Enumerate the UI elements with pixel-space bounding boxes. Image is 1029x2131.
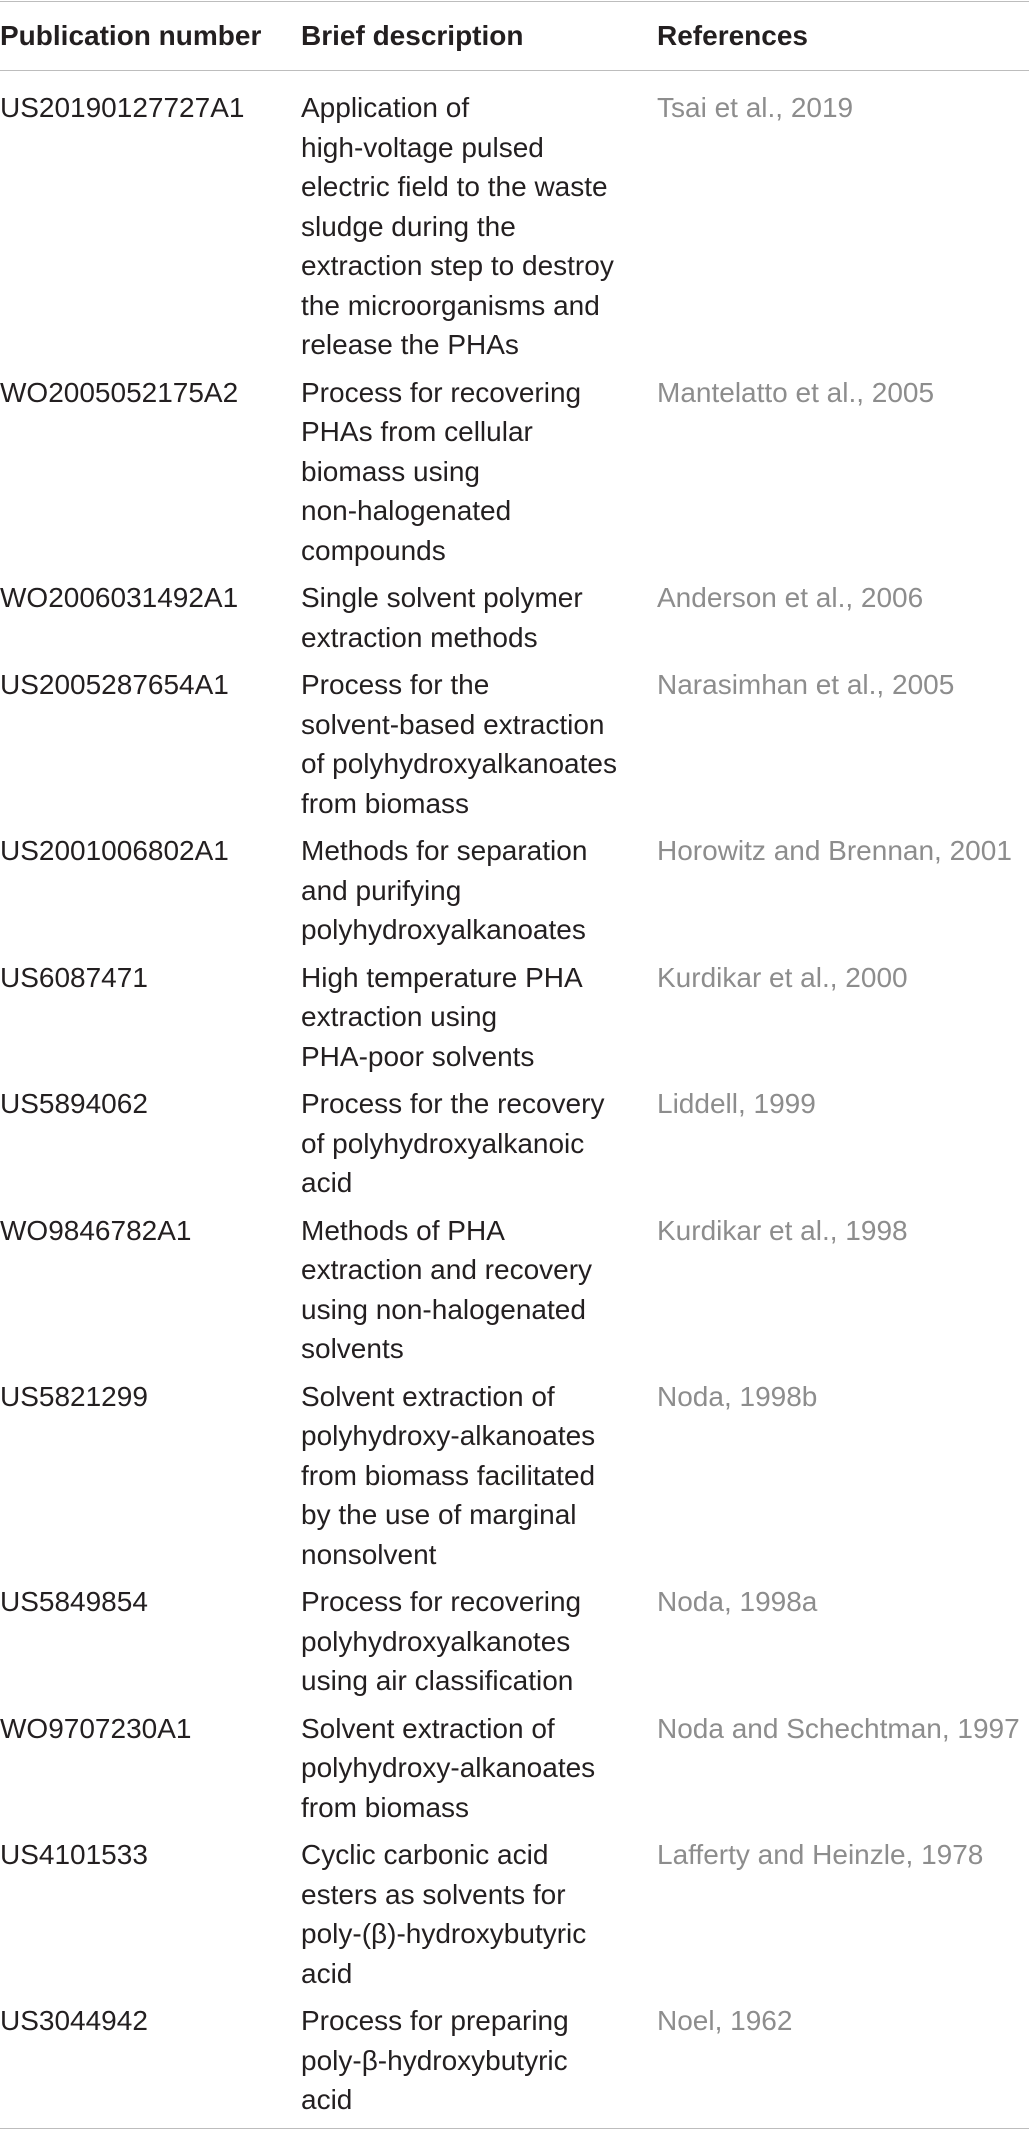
description-line: poly-β-hydroxybutyric — [301, 2044, 568, 2076]
description-line: from biomass facilitated — [301, 1459, 596, 1491]
brief-description — [301, 958, 631, 1077]
description-line: high-voltage pulsed — [301, 131, 544, 163]
description-line: and purifying — [301, 874, 462, 906]
reference: Narasimhan et al., 2005 — [657, 669, 955, 700]
description-line: acid — [301, 1167, 353, 1198]
description-line: extraction and recovery — [301, 1254, 593, 1285]
header-brief-description: Brief description — [301, 20, 524, 51]
publication-number: WO2006031492A1 — [0, 582, 239, 613]
description-line: the microorganisms and — [301, 289, 600, 321]
description-line: poly-(β)-hydroxybutyric — [301, 1918, 587, 1949]
publication-number: US2001006802A1 — [0, 835, 229, 866]
brief-description — [301, 1211, 631, 1369]
publication-number: WO2005052175A2 — [0, 376, 239, 408]
description-line: sludge during the — [301, 210, 516, 242]
publication-number: US4101533 — [0, 1839, 148, 1870]
brief-description — [301, 2001, 631, 2120]
reference: Tsai et al., 2019 — [657, 92, 854, 123]
description-line: electric field to the waste — [301, 171, 608, 202]
publication-number: WO9707230A1 — [0, 1712, 192, 1744]
publication-number: US5849854 — [0, 1586, 148, 1617]
header-rule — [0, 70, 1029, 71]
description-line: polyhydroxyalkanoates — [301, 914, 586, 945]
description-line: of polyhydroxyalkanoates — [301, 748, 617, 779]
reference: Kurdikar et al., 2000 — [657, 961, 908, 993]
description-line: polyhydroxy-alkanoates — [301, 1420, 596, 1451]
description-line: extraction step to destroy — [301, 250, 614, 281]
description-line: non-halogenated — [301, 495, 512, 526]
publication-number: WO9846782A1 — [0, 1214, 192, 1246]
reference: Horowitz and Brennan, 2001 — [657, 835, 1012, 866]
description-line: Cyclic carbonic acid — [301, 1839, 549, 1870]
brief-description — [301, 578, 631, 657]
description-line: Methods of PHA — [301, 1214, 505, 1246]
description-line: solvents — [301, 1333, 404, 1364]
description-line: Solvent extraction of — [301, 1380, 555, 1412]
reference: Kurdikar et al., 1998 — [657, 1214, 908, 1246]
brief-description — [301, 1835, 631, 1993]
reference: Liddell, 1999 — [657, 1088, 816, 1119]
description-line: Process for the — [301, 669, 490, 700]
description-line: by the use of marginal — [301, 1499, 577, 1530]
reference: Lafferty and Heinzle, 1978 — [657, 1839, 984, 1870]
description-line: using air classification — [301, 1665, 574, 1696]
reference: Mantelatto et al., 2005 — [657, 376, 935, 408]
publication-number: US6087471 — [0, 961, 148, 993]
reference: Noda, 1998b — [657, 1380, 818, 1412]
description-line: Process for the recovery — [301, 1088, 605, 1119]
reference: Noel, 1962 — [657, 2005, 793, 2036]
description-line: from biomass — [301, 787, 470, 819]
description-line: release the PHAs — [301, 329, 519, 360]
description-line: using non-halogenated — [301, 1293, 586, 1325]
description-line: of polyhydroxyalkanoic — [301, 1127, 585, 1159]
description-line: extraction using — [301, 1001, 498, 1032]
description-line: Methods for separation — [301, 835, 588, 866]
description-line: Single solvent polymer — [301, 582, 583, 613]
description-line: Solvent extraction of — [301, 1712, 555, 1744]
header-publication-number: Publication number — [0, 20, 262, 51]
description-line: from biomass — [301, 1791, 470, 1823]
description-line: PHAs from cellular — [301, 416, 533, 447]
description-line: acid — [301, 1957, 353, 1989]
description-line: solvent-based extraction — [301, 708, 605, 740]
description-line: polyhydroxy-alkanoates — [301, 1752, 596, 1783]
description-line: esters as solvents for — [301, 1878, 566, 1910]
table-bottom-rule — [0, 2128, 1029, 2129]
description-line: Process for recovering — [301, 1586, 582, 1617]
publication-number: US5821299 — [0, 1380, 148, 1412]
description-line: PHA-poor solvents — [301, 1040, 535, 1072]
brief-description — [301, 665, 631, 823]
publication-number: US2005287654A1 — [0, 669, 229, 700]
header-references: References — [657, 20, 808, 51]
brief-description — [301, 1084, 631, 1203]
brief-description — [301, 1377, 631, 1575]
description-line: High temperature PHA — [301, 961, 583, 993]
reference: Anderson et al., 2006 — [657, 582, 924, 613]
description-line: Process for recovering — [301, 376, 582, 408]
publication-number: US5894062 — [0, 1088, 148, 1119]
brief-description — [301, 88, 631, 365]
brief-description — [301, 1582, 631, 1701]
description-line: biomass using — [301, 455, 480, 487]
description-line: Application of — [301, 92, 470, 123]
brief-description — [301, 1709, 631, 1828]
description-line: acid — [301, 2084, 353, 2115]
brief-description — [301, 373, 631, 571]
description-line: polyhydroxyalkanotes — [301, 1625, 571, 1657]
description-line: Process for preparing — [301, 2005, 569, 2036]
brief-description — [301, 831, 631, 950]
reference: Noda, 1998a — [657, 1586, 818, 1617]
publication-number: US20190127727A1 — [0, 92, 245, 123]
description-line: compounds — [301, 534, 446, 566]
reference: Noda and Schechtman, 1997 — [657, 1712, 1020, 1744]
description-line: extraction methods — [301, 621, 538, 653]
table-top-rule — [0, 1, 1029, 2]
publication-number: US3044942 — [0, 2005, 148, 2036]
description-line: nonsolvent — [301, 1538, 437, 1570]
